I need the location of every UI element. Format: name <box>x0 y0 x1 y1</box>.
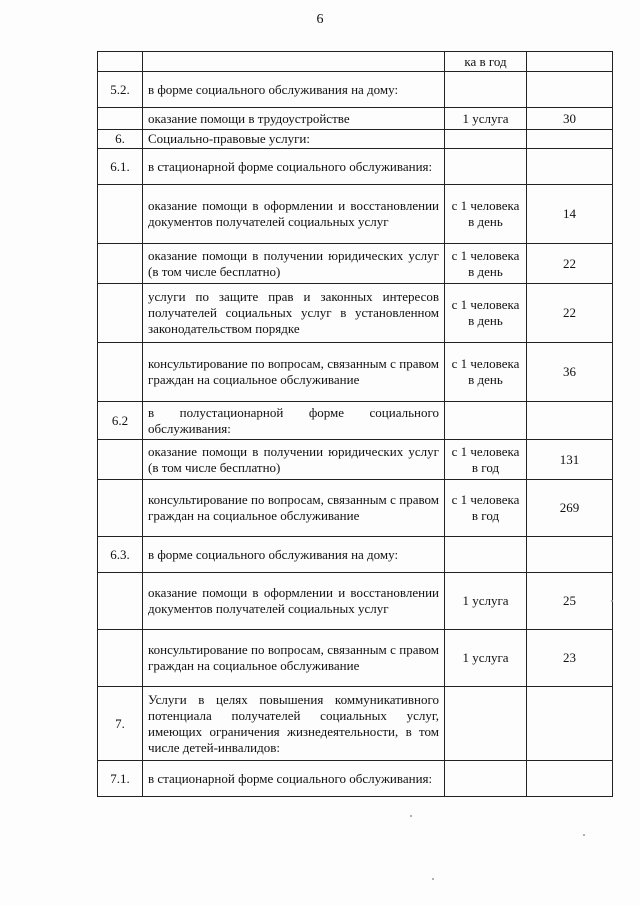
service-description-cell: Социально-правовые услуги: <box>143 130 445 149</box>
row-number-cell: 7. <box>98 687 143 761</box>
quantity-cell: 36 <box>527 343 613 402</box>
unit-cell: 1 услуга <box>445 630 527 687</box>
service-description-cell: в полустационарной форме социального обслуживания: <box>143 402 445 440</box>
quantity-cell <box>527 687 613 761</box>
row-number-cell: 5.2. <box>98 72 143 108</box>
unit-cell: ка в год <box>445 52 527 72</box>
unit-cell <box>445 130 527 149</box>
table-row <box>98 72 613 108</box>
table-row <box>98 108 613 130</box>
quantity-cell: 22 <box>527 244 613 284</box>
scan-speck <box>410 815 412 817</box>
quantity-cell: 30 <box>527 108 613 130</box>
row-number-cell: 7.1. <box>98 761 143 797</box>
quantity-cell: 23 <box>527 630 613 687</box>
table-row <box>98 284 613 343</box>
quantity-cell <box>527 149 613 185</box>
unit-cell: 1 услуга <box>445 108 527 130</box>
service-description-cell: оказание помощи в получении юридических услуг (в том числе бесплатно) <box>143 440 445 480</box>
service-description-cell: Услуги в целях повышения коммуникативного потенциала получателей социальных услуг, имеющих ограничения жизнедеятельности, в том числе детей-инвалидов: <box>143 687 445 761</box>
unit-cell: с 1 человека в день <box>445 244 527 284</box>
quantity-cell <box>527 537 613 573</box>
table-row <box>98 537 613 573</box>
unit-cell <box>445 402 527 440</box>
unit-cell: с 1 человека в год <box>445 480 527 537</box>
row-number-cell <box>98 343 143 402</box>
row-number-cell <box>98 440 143 480</box>
scan-speck <box>432 878 434 880</box>
table-row <box>98 149 613 185</box>
service-description-cell: услуги по защите прав и законных интересов получателей социальных услуг в установленном законодательством порядке <box>143 284 445 343</box>
service-description-cell: в форме социального обслуживания на дому: <box>143 72 445 108</box>
table-row <box>98 480 613 537</box>
table-row <box>98 440 613 480</box>
row-number-cell <box>98 185 143 244</box>
unit-cell <box>445 72 527 108</box>
row-number-cell <box>98 480 143 537</box>
row-number-cell: 6.3. <box>98 537 143 573</box>
scan-speck <box>611 600 613 602</box>
quantity-cell <box>527 402 613 440</box>
table-row <box>98 402 613 440</box>
quantity-cell <box>527 130 613 149</box>
services-table <box>97 51 613 797</box>
services-table-body <box>98 52 613 797</box>
unit-cell <box>445 761 527 797</box>
quantity-cell <box>527 761 613 797</box>
quantity-cell: 131 <box>527 440 613 480</box>
row-number-cell: 6.2 <box>98 402 143 440</box>
unit-cell: с 1 человека в день <box>445 343 527 402</box>
service-description-cell: в стационарной форме социального обслуживания: <box>143 149 445 185</box>
table-row <box>98 130 613 149</box>
row-number-cell <box>98 630 143 687</box>
service-description-cell <box>143 52 445 72</box>
row-number-cell <box>98 573 143 630</box>
unit-cell <box>445 537 527 573</box>
page-number: 6 <box>316 12 324 27</box>
service-description-cell: оказание помощи в оформлении и восстановлении документов получателей социальных услуг <box>143 573 445 630</box>
unit-cell: 1 услуга <box>445 573 527 630</box>
row-number-cell <box>98 52 143 72</box>
table-row <box>98 343 613 402</box>
scan-speck <box>583 834 585 836</box>
table-row <box>98 244 613 284</box>
unit-cell <box>445 149 527 185</box>
service-description-cell: оказание помощи в получении юридических услуг (в том числе бесплатно) <box>143 244 445 284</box>
unit-cell: с 1 человека в день <box>445 185 527 244</box>
table-row <box>98 52 613 72</box>
quantity-cell: 269 <box>527 480 613 537</box>
row-number-cell: 6.1. <box>98 149 143 185</box>
service-description-cell: консультирование по вопросам, связанным с правом граждан на социальное обслуживание <box>143 343 445 402</box>
unit-cell <box>445 687 527 761</box>
service-description-cell: консультирование по вопросам, связанным с правом граждан на социальное обслуживание <box>143 480 445 537</box>
table-row <box>98 761 613 797</box>
row-number-cell <box>98 244 143 284</box>
service-description-cell: в форме социального обслуживания на дому: <box>143 537 445 573</box>
service-description-cell: оказание помощи в трудоустройстве <box>143 108 445 130</box>
quantity-cell <box>527 72 613 108</box>
unit-cell: с 1 человека в год <box>445 440 527 480</box>
row-number-cell: 6. <box>98 130 143 149</box>
table-row <box>98 630 613 687</box>
service-description-cell: консультирование по вопросам, связанным с правом граждан на социальное обслуживание <box>143 630 445 687</box>
row-number-cell <box>98 108 143 130</box>
table-row <box>98 185 613 244</box>
table-row <box>98 573 613 630</box>
unit-cell: с 1 человека в день <box>445 284 527 343</box>
table-row <box>98 687 613 761</box>
service-description-cell: оказание помощи в оформлении и восстановлении документов получателей социальных услуг <box>143 185 445 244</box>
service-description-cell: в стационарной форме социального обслуживания: <box>143 761 445 797</box>
quantity-cell: 22 <box>527 284 613 343</box>
row-number-cell <box>98 284 143 343</box>
quantity-cell: 14 <box>527 185 613 244</box>
quantity-cell <box>527 52 613 72</box>
quantity-cell: 25 <box>527 573 613 630</box>
